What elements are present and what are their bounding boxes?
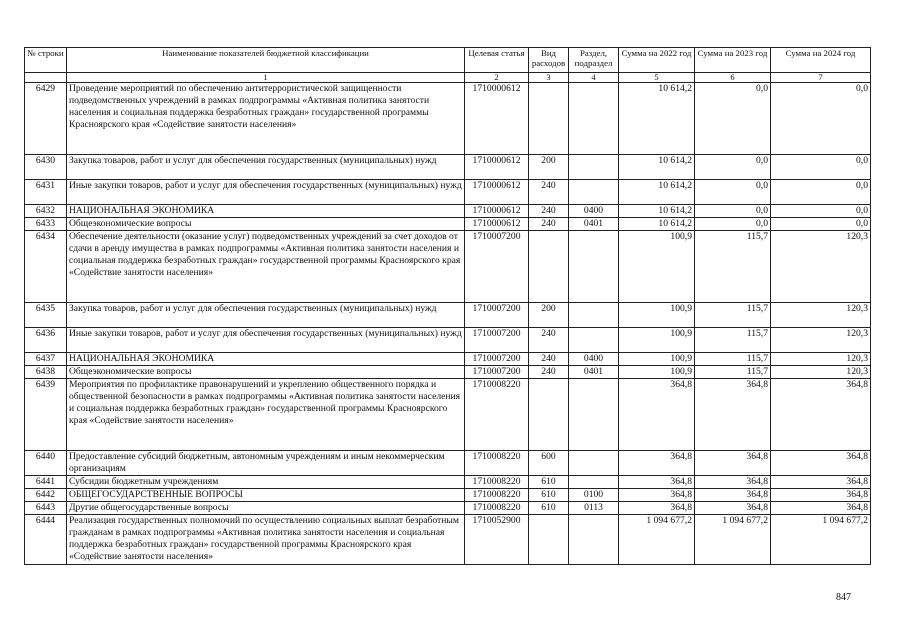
- row-expense-type: 240: [529, 205, 569, 218]
- row-sum-2022: 364,8: [619, 502, 695, 515]
- table-row: [25, 180, 871, 205]
- row-sum-2023: 364,8: [695, 489, 771, 502]
- column-number: 6: [695, 73, 771, 83]
- row-name: Закупка товаров, работ и услуг для обеспечения государственных (муниципальных) нужд: [67, 303, 465, 328]
- row-target: 1710000612: [465, 205, 529, 218]
- row-number: 6429: [25, 83, 67, 155]
- row-section: 0401: [569, 366, 619, 379]
- header-expense-type: Вид расходов: [529, 48, 569, 73]
- row-sum-2022: 100,9: [619, 353, 695, 366]
- row-sum-2022: 10 614,2: [619, 205, 695, 218]
- table-row: [25, 515, 871, 565]
- row-expense-type: 240: [529, 218, 569, 231]
- budget-table: [24, 47, 871, 565]
- row-section: 0113: [569, 502, 619, 515]
- row-sum-2022: 10 614,2: [619, 83, 695, 155]
- row-sum-2024: 364,8: [771, 489, 871, 502]
- row-sum-2023: 115,7: [695, 328, 771, 353]
- row-number: 6440: [25, 451, 67, 476]
- row-expense-type: [529, 379, 569, 451]
- row-expense-type: 240: [529, 366, 569, 379]
- row-sum-2022: 364,8: [619, 489, 695, 502]
- row-expense-type: 200: [529, 303, 569, 328]
- row-expense-type: [529, 515, 569, 565]
- row-sum-2024: 120,3: [771, 366, 871, 379]
- row-section: [569, 180, 619, 205]
- row-expense-type: 240: [529, 180, 569, 205]
- row-number: 6437: [25, 353, 67, 366]
- row-sum-2023: 0,0: [695, 205, 771, 218]
- row-sum-2023: 0,0: [695, 218, 771, 231]
- row-name: Другие общегосударственные вопросы: [67, 502, 465, 515]
- row-sum-2023: 0,0: [695, 83, 771, 155]
- table-body: [25, 83, 871, 565]
- row-target: 1710000612: [465, 155, 529, 180]
- column-number: 1: [67, 73, 465, 83]
- row-sum-2022: 100,9: [619, 366, 695, 379]
- row-target: 1710008220: [465, 451, 529, 476]
- row-sum-2022: 10 614,2: [619, 218, 695, 231]
- row-sum-2023: 364,8: [695, 502, 771, 515]
- row-section: [569, 515, 619, 565]
- row-section: 0401: [569, 218, 619, 231]
- row-sum-2023: 364,8: [695, 476, 771, 489]
- row-section: [569, 451, 619, 476]
- table-row: [25, 218, 871, 231]
- row-target: 1710008220: [465, 489, 529, 502]
- row-sum-2024: 0,0: [771, 205, 871, 218]
- table-row: [25, 328, 871, 353]
- row-target: 1710008220: [465, 476, 529, 489]
- column-number: 2: [465, 73, 529, 83]
- row-section: [569, 328, 619, 353]
- row-target: 1710052900: [465, 515, 529, 565]
- row-number: 6442: [25, 489, 67, 502]
- row-number: 6435: [25, 303, 67, 328]
- header-row-no: № строки: [25, 48, 67, 73]
- row-name: Общеэкономические вопросы: [67, 218, 465, 231]
- row-sum-2024: 364,8: [771, 379, 871, 451]
- row-sum-2024: 120,3: [771, 303, 871, 328]
- row-sum-2024: 364,8: [771, 451, 871, 476]
- table-row: [25, 502, 871, 515]
- column-number: 7: [771, 73, 871, 83]
- row-sum-2024: 0,0: [771, 180, 871, 205]
- row-number: 6443: [25, 502, 67, 515]
- row-sum-2022: 100,9: [619, 231, 695, 303]
- row-target: 1710000612: [465, 218, 529, 231]
- row-sum-2023: 115,7: [695, 303, 771, 328]
- row-number: 6430: [25, 155, 67, 180]
- column-number: [25, 73, 67, 83]
- row-sum-2022: 364,8: [619, 451, 695, 476]
- row-sum-2023: 0,0: [695, 180, 771, 205]
- row-target: 1710000612: [465, 83, 529, 155]
- table-row: [25, 476, 871, 489]
- row-expense-type: 610: [529, 502, 569, 515]
- row-sum-2022: 364,8: [619, 379, 695, 451]
- table-row: [25, 205, 871, 218]
- row-expense-type: 610: [529, 476, 569, 489]
- row-sum-2023: 0,0: [695, 155, 771, 180]
- table-row: [25, 451, 871, 476]
- row-number: 6434: [25, 231, 67, 303]
- row-expense-type: 240: [529, 328, 569, 353]
- table-row: [25, 353, 871, 366]
- row-name: НАЦИОНАЛЬНАЯ ЭКОНОМИКА: [67, 353, 465, 366]
- row-name: Субсидии бюджетным учреждениям: [67, 476, 465, 489]
- table-row: [25, 303, 871, 328]
- row-sum-2022: 10 614,2: [619, 155, 695, 180]
- row-section: 0400: [569, 205, 619, 218]
- row-sum-2024: 1 094 677,2: [771, 515, 871, 565]
- header-sum-2024: Сумма на 2024 год: [771, 48, 871, 73]
- row-target: 1710007200: [465, 231, 529, 303]
- row-name: Общеэкономические вопросы: [67, 366, 465, 379]
- row-target: 1710008220: [465, 502, 529, 515]
- row-name: Проведение мероприятий по обеспечению антитеррористической защищенности подведомственных учреждений в рамках подпрограммы «Активная политика занятости населения и социальная поддержка безработных граждан» государственной программы Красноярского края «Содействие занятости населения»: [67, 83, 465, 155]
- row-sum-2023: 115,7: [695, 353, 771, 366]
- row-number: 6441: [25, 476, 67, 489]
- row-target: 1710000612: [465, 180, 529, 205]
- row-section: [569, 303, 619, 328]
- row-target: 1710008220: [465, 379, 529, 451]
- row-number: 6444: [25, 515, 67, 565]
- row-name: Мероприятия по профилактике правонарушений и укреплению общественного порядка и общественной безопасности в рамках подпрограммы «Активная политика занятости населения и социальная поддержка безработных граждан» государственной программы Красноярского края «Содействие занятости населения»: [67, 379, 465, 451]
- row-sum-2022: 100,9: [619, 328, 695, 353]
- row-number: 6433: [25, 218, 67, 231]
- row-sum-2024: 0,0: [771, 155, 871, 180]
- row-target: 1710007200: [465, 366, 529, 379]
- row-name: Иные закупки товаров, работ и услуг для обеспечения государственных (муниципальных) нужд: [67, 328, 465, 353]
- row-expense-type: 200: [529, 155, 569, 180]
- row-name: Обеспечение деятельности (оказание услуг) подведомственных учреждений за счет доходов от сдачи в аренду имущества в рамках подпрограммы «Активная политика занятости населения и социальная поддержка безработных граждан» государственной программы Красноярского края «Содействие занятости населения»: [67, 231, 465, 303]
- row-number: 6431: [25, 180, 67, 205]
- row-section: [569, 83, 619, 155]
- row-target: 1710007200: [465, 303, 529, 328]
- page-number: 847: [836, 592, 851, 603]
- row-sum-2024: 120,3: [771, 231, 871, 303]
- column-number: 3: [529, 73, 569, 83]
- row-name: Закупка товаров, работ и услуг для обеспечения государственных (муниципальных) нужд: [67, 155, 465, 180]
- row-expense-type: 240: [529, 353, 569, 366]
- row-sum-2024: 364,8: [771, 502, 871, 515]
- table-row: [25, 379, 871, 451]
- row-target: 1710007200: [465, 328, 529, 353]
- table-row: [25, 366, 871, 379]
- row-sum-2024: 0,0: [771, 218, 871, 231]
- row-section: [569, 476, 619, 489]
- row-name: НАЦИОНАЛЬНАЯ ЭКОНОМИКА: [67, 205, 465, 218]
- column-number: 5: [619, 73, 695, 83]
- row-sum-2022: 364,8: [619, 476, 695, 489]
- table-row: [25, 83, 871, 155]
- row-sum-2022: 10 614,2: [619, 180, 695, 205]
- row-sum-2024: 0,0: [771, 83, 871, 155]
- row-expense-type: [529, 83, 569, 155]
- row-section: 0100: [569, 489, 619, 502]
- row-sum-2024: 120,3: [771, 328, 871, 353]
- row-sum-2022: 1 094 677,2: [619, 515, 695, 565]
- row-name: Иные закупки товаров, работ и услуг для обеспечения государственных (муниципальных) нужд: [67, 180, 465, 205]
- row-sum-2022: 100,9: [619, 303, 695, 328]
- header-target: Целевая статья: [465, 48, 529, 73]
- table-row: [25, 155, 871, 180]
- row-sum-2023: 115,7: [695, 231, 771, 303]
- header-sum-2023: Сумма на 2023 год: [695, 48, 771, 73]
- column-number-row: [25, 73, 871, 83]
- row-number: 6436: [25, 328, 67, 353]
- row-number: 6432: [25, 205, 67, 218]
- row-expense-type: 600: [529, 451, 569, 476]
- header-sum-2022: Сумма на 2022 год: [619, 48, 695, 73]
- row-section: [569, 231, 619, 303]
- row-target: 1710007200: [465, 353, 529, 366]
- row-sum-2023: 1 094 677,2: [695, 515, 771, 565]
- row-sum-2023: 364,8: [695, 379, 771, 451]
- header-name: Наименование показателей бюджетной классификации: [67, 48, 465, 73]
- row-sum-2023: 115,7: [695, 366, 771, 379]
- header-section: Раздел, подраздел: [569, 48, 619, 73]
- row-section: [569, 155, 619, 180]
- row-sum-2024: 364,8: [771, 476, 871, 489]
- row-number: 6438: [25, 366, 67, 379]
- row-name: ОБЩЕГОСУДАРСТВЕННЫЕ ВОПРОСЫ: [67, 489, 465, 502]
- row-number: 6439: [25, 379, 67, 451]
- column-number: 4: [569, 73, 619, 83]
- row-expense-type: 610: [529, 489, 569, 502]
- row-sum-2023: 364,8: [695, 451, 771, 476]
- table-row: [25, 231, 871, 303]
- row-section: 0400: [569, 353, 619, 366]
- row-expense-type: [529, 231, 569, 303]
- row-section: [569, 379, 619, 451]
- row-name: Предоставление субсидий бюджетным, автономным учреждениям и иным некоммерческим организациям: [67, 451, 465, 476]
- table-row: [25, 489, 871, 502]
- row-sum-2024: 120,3: [771, 353, 871, 366]
- row-name: Реализация государственных полномочий по осуществлению социальных выплат безработным гражданам в рамках подпрограммы «Активная политика занятости населения и социальная поддержка безработных граждан» государственной программы Красноярского края «Содействие занятости населения»: [67, 515, 465, 565]
